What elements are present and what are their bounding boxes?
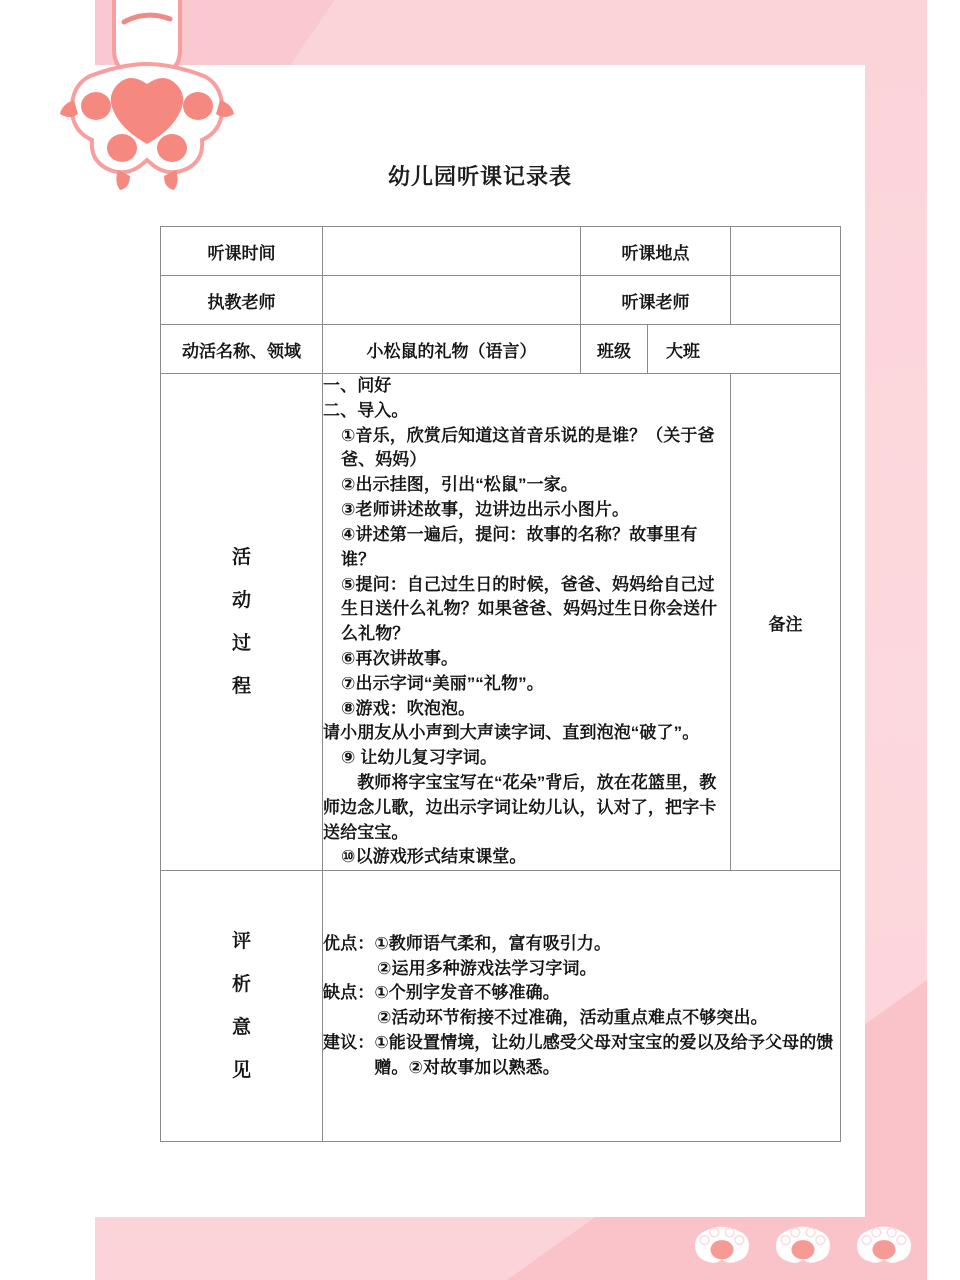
process-line: ③老师讲述故事，边讲边出示小图片。 <box>341 500 630 520</box>
process-line: ⑧游戏：吹泡泡。 <box>341 698 476 718</box>
table-row-activity-process <box>161 374 841 871</box>
activity-process-char: 动 <box>231 590 251 612</box>
process-line: ⑩以游戏形式结束课堂。 <box>341 847 527 867</box>
process-line: ①音乐，欣赏后知道这首音乐说的是谁？（关于爸爸、妈妈） <box>341 425 715 470</box>
label-observing-teacher: 听课老师 <box>581 276 731 325</box>
remarks-column[interactable] <box>731 374 841 871</box>
evaluation-char: 意 <box>231 1017 251 1039</box>
value-listening-time[interactable] <box>323 227 581 276</box>
evaluation-char: 见 <box>231 1060 251 1082</box>
activity-process-vertical-label <box>161 536 322 708</box>
evaluation-subitem: ②活动环节衔接不过准确，活动重点难点不够突出。 <box>377 1008 768 1028</box>
value-observing-teacher[interactable] <box>731 276 841 325</box>
label-teaching-teacher: 执教老师 <box>161 276 323 325</box>
evaluation-subitem: ②运用多种游戏法学习字词。 <box>377 958 597 978</box>
table-row-evaluation <box>161 871 841 1142</box>
activity-process-char: 过 <box>231 633 251 655</box>
evaluation-entry <box>323 932 840 957</box>
label-activity-process <box>161 374 323 871</box>
value-listening-place[interactable] <box>731 227 841 276</box>
paw-print-icon <box>693 1217 751 1267</box>
paw-print-decoration-row <box>693 1216 913 1268</box>
label-class: 班级 <box>581 325 648 374</box>
process-line: ④讲述第一遍后，提问：故事的名称？故事里有谁？ <box>341 524 698 569</box>
evaluation-vertical-label <box>161 920 322 1092</box>
activity-process-content[interactable] <box>323 374 731 871</box>
evaluation-text: ①教师语气柔和，富有吸引力。 <box>374 933 612 953</box>
evaluation-entry <box>323 981 840 1006</box>
evaluation-char: 析 <box>231 974 251 996</box>
process-line: ②出示挂图，引出“松鼠”一家。 <box>341 475 578 495</box>
page-title: 幼儿园听课记录表 <box>387 164 572 189</box>
process-line: ⑤提问：自己过生日的时候，爸爸、妈妈给自己过生日送什么礼物？如果爸爸、妈妈过生日你会送什么礼物？ <box>341 574 718 644</box>
process-line: ⑥再次讲故事。 <box>341 648 459 668</box>
process-line: ⑦出示字词“美丽”“礼物”。 <box>341 673 544 693</box>
evaluation-text: ①能设置情境，让幼儿感受父母对宝宝的爱以及给予父母的馈赠。②对故事加以熟悉。 <box>374 1033 834 1077</box>
value-teaching-teacher[interactable] <box>323 276 581 325</box>
value-activity-name[interactable]: 小松鼠的礼物（语言） <box>323 325 581 374</box>
evaluation-entry <box>323 1031 840 1081</box>
evaluation-key: 建议： <box>323 1033 375 1053</box>
process-line: 请小朋友从小声到大声读字词、直到泡泡“破了”。 <box>323 723 700 743</box>
label-evaluation-opinion <box>161 871 323 1142</box>
evaluation-key: 缺点： <box>323 983 375 1003</box>
paw-print-icon <box>855 1217 913 1267</box>
activity-process-char: 程 <box>231 676 251 698</box>
label-listening-time: 听课时间 <box>161 227 323 276</box>
process-line: 一、问好 <box>323 376 392 395</box>
evaluation-char: 评 <box>231 931 251 953</box>
process-line: 二、导入。 <box>323 400 409 420</box>
lesson-observation-table <box>160 226 841 1142</box>
table-row-teachers <box>161 276 841 325</box>
process-line: 教师将字宝宝写在“花朵”背后，放在花篮里，教师边念儿歌，边出示字词让幼儿认，认对了，把字卡送给宝宝。 <box>323 773 717 842</box>
table-row-activity-name <box>161 325 841 374</box>
label-activity-name-field: 动活名称、领域 <box>161 325 323 374</box>
label-listening-place: 听课地点 <box>581 227 731 276</box>
remarks-header: 备注 <box>768 614 803 634</box>
evaluation-key: 优点： <box>323 933 375 953</box>
activity-process-char: 活 <box>231 547 251 569</box>
evaluation-content[interactable] <box>323 871 841 1142</box>
table-row-listening-time <box>161 227 841 276</box>
evaluation-text: ①个别字发音不够准确。 <box>374 983 560 1003</box>
value-class[interactable]: 大班 <box>648 325 841 374</box>
process-line: ⑨ 让幼儿复习字词。 <box>341 748 498 768</box>
paw-print-icon <box>774 1217 832 1267</box>
